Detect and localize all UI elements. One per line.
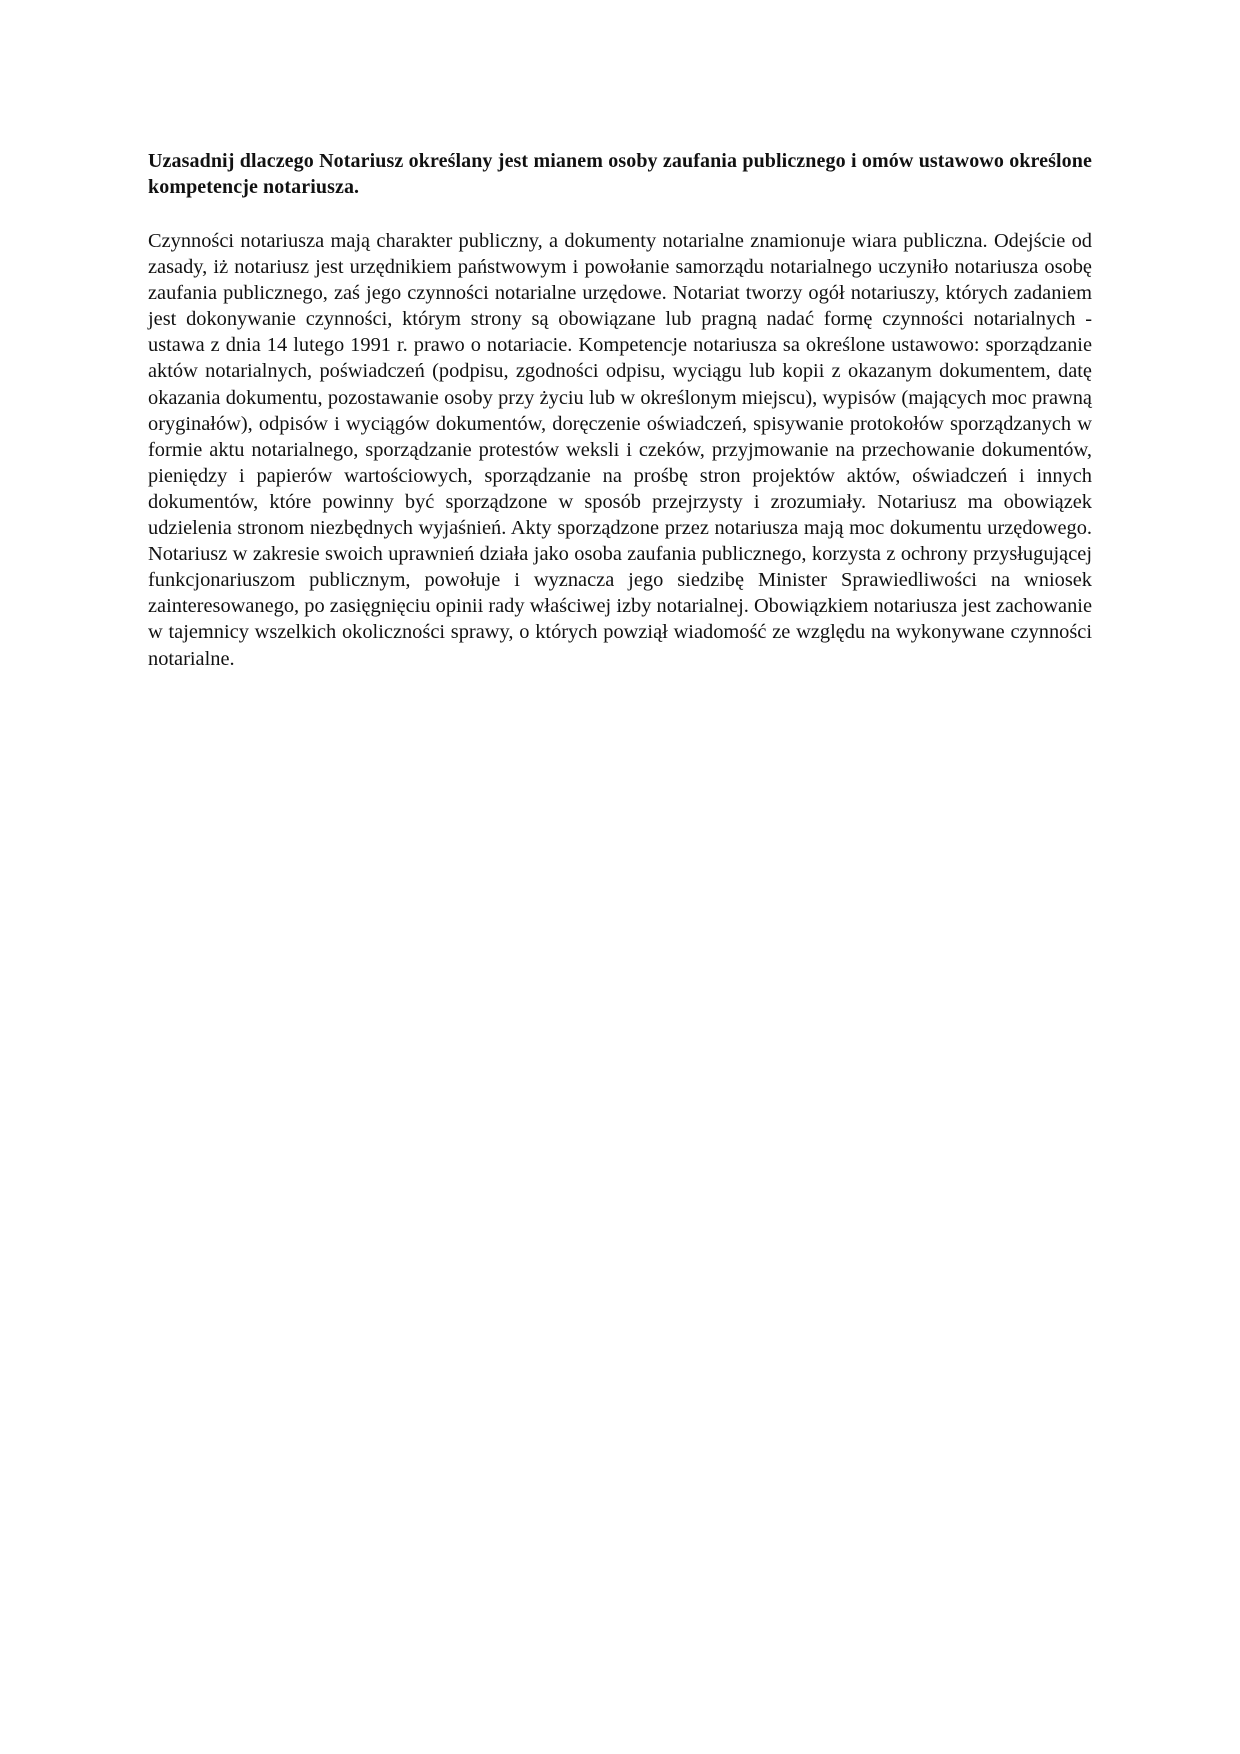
- question-heading: Uzasadnij dlaczego Notariusz określany jest mianem osoby zaufania publicznego i omów ustawowo określone kompetencje notariusza.: [148, 150, 1092, 198]
- answer-paragraph: Czynności notariusza mają charakter publiczny, a dokumenty notarialne znamionuje wiara publiczna. Odejście od zasady, iż notariusz jest urzędnikiem państwowym i powołanie samorządu notarialnego uczyniło notariusza osobę zaufania publicznego, zaś jego czynności notarialne urzędowe. Notariat tworzy ogół notariuszy, których zadaniem jest dokonywanie czynności, którym strony są obowiązane lub pragną nadać formę czynności notarialnych - ustawa z dnia 14 lutego 1991 r. prawo o notariacie. Kompetencje notariusza sa określone ustawowo: sporządzanie aktów notarialnych, poświadczeń (podpisu, zgodności odpisu, wyciągu lub kopii z okazanym dokumentem, datę okazania dokumentu, pozostawanie osoby przy życiu lub w określonym miejscu), wypisów (mających moc prawną oryginałów), odpisów i wyciągów dokumentów, doręczenie oświadczeń, spisywanie protokołów sporządzanych w formie aktu notarialnego, sporządzanie protestów weksli i czeków, przyjmowanie na przechowanie dokumentów, pieniędzy i papierów wartościowych, sporządzanie na prośbę stron projektów aktów, oświadczeń i innych dokumentów, które powinny być sporządzone w sposób przejrzysty i zrozumiały. Notariusz ma obowiązek udzielenia stronom niezbędnych wyjaśnień. Akty sporządzone przez notariusza mają moc dokumentu urzędowego. Notariusz w zakresie swoich uprawnień działa jako osoba zaufania publicznego, korzysta z ochrony przysługującej funkcjonariuszom publicznym, powołuje i wyznacza jego siedzibę Minister Sprawiedliwości na wniosek zainteresowanego, po zasięgnięciu opinii rady właściwej izby notarialnej. Obowiązkiem notariusza jest zachowanie w tajemnicy wszelkich okoliczności sprawy, o których powziął wiadomość ze względu na wykonywane czynności notarialne.: [148, 230, 1092, 670]
- document-content: [148, 148, 1092, 672]
